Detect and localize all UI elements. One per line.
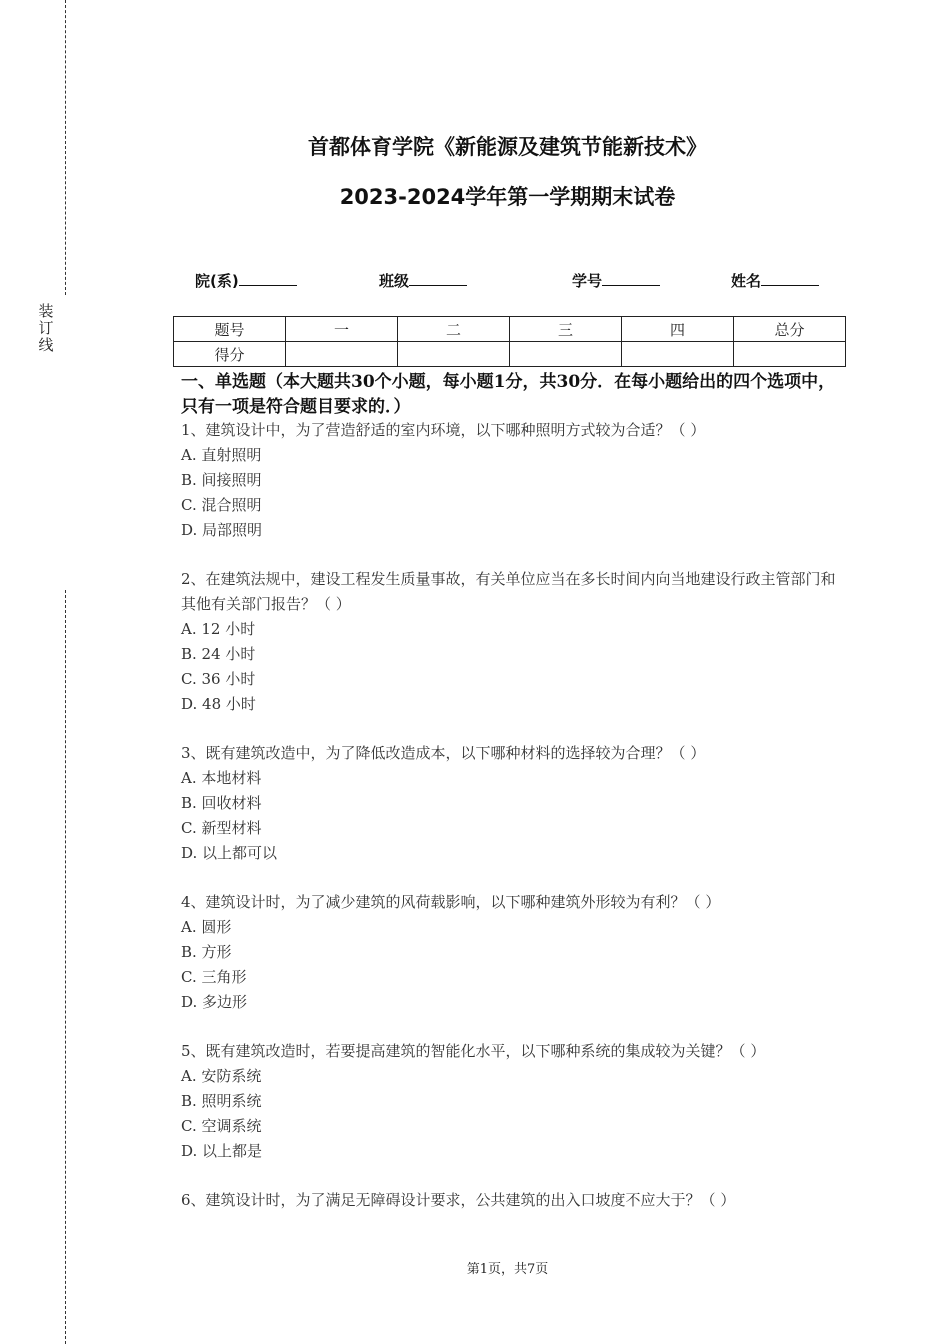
score-cell [286, 342, 398, 367]
question-list [181, 418, 846, 1213]
question-text: 3、既有建筑改造中，为了降低改造成本，以下哪种材料的选择较为合理？（ ） [181, 744, 706, 762]
question-6 [181, 1188, 846, 1213]
option: B. 方形 [181, 943, 232, 961]
option: A. 本地材料 [181, 769, 262, 787]
option: D. 48 小时 [181, 695, 256, 713]
class-blank [409, 271, 467, 286]
score-row-label: 得分 [174, 342, 286, 367]
option: A. 圆形 [181, 918, 232, 936]
option: B. 照明系统 [181, 1092, 262, 1110]
class-field [379, 270, 467, 291]
binding-char: 线 [38, 336, 54, 354]
option: A. 直射照明 [181, 446, 262, 464]
option: D. 以上都是 [181, 1142, 263, 1160]
option: D. 多边形 [181, 993, 248, 1011]
question-text: 1、建筑设计中，为了营造舒适的室内环境，以下哪种照明方式较为合适？（ ） [181, 421, 706, 439]
question-3 [181, 741, 846, 866]
score-table-header-row [174, 317, 846, 342]
page-footer: 第1页，共7页 [466, 1262, 549, 1277]
name-blank [761, 271, 819, 286]
binding-char: 装 [38, 302, 54, 320]
score-header-cell: 四 [622, 317, 734, 342]
score-table [173, 316, 846, 367]
option: D. 局部照明 [181, 521, 263, 539]
binding-char: 订 [38, 319, 54, 337]
section-heading: 一、单选题（本大题共30个小题，每小题1分，共30分．在每小题给出的四个选项中，只有一项是符合题目要求的．） [181, 372, 836, 417]
exam-subtitle: 2023-2024学年第一学期期末试卷 [339, 185, 676, 209]
question-4 [181, 890, 846, 1015]
score-cell [398, 342, 510, 367]
score-cell [734, 342, 846, 367]
exam-title: 首都体育学院《新能源及建筑节能新技术》 [308, 135, 707, 159]
student-id-label: 学号 [572, 272, 603, 290]
question-text: 6、建筑设计时，为了满足无障碍设计要求，公共建筑的出入口坡度不应大于？（ ） [181, 1191, 736, 1209]
dept-field [195, 270, 297, 291]
dept-blank [239, 271, 297, 286]
score-cell [510, 342, 622, 367]
binding-label [37, 303, 55, 354]
option: A. 12 小时 [181, 620, 256, 638]
binding-line-bottom [65, 590, 66, 1344]
option: A. 安防系统 [181, 1067, 262, 1085]
question-text: 2、在建筑法规中，建设工程发生质量事故，有关单位应当在多长时间内向当地建设行政主管部门和其他有关部门报告？（ ） [181, 570, 836, 613]
student-id-blank [602, 271, 660, 286]
option: C. 新型材料 [181, 819, 262, 837]
question-text: 5、既有建筑改造时，若要提高建筑的智能化水平，以下哪种系统的集成较为关键？（ ） [181, 1042, 766, 1060]
score-header-cell: 三 [510, 317, 622, 342]
score-header-cell: 一 [286, 317, 398, 342]
score-header-cell: 二 [398, 317, 510, 342]
name-field [731, 270, 819, 291]
option: D. 以上都可以 [181, 844, 278, 862]
score-header-cell: 总分 [734, 317, 846, 342]
question-2 [181, 567, 846, 717]
question-text: 4、建筑设计时，为了减少建筑的风荷载影响，以下哪种建筑外形较为有利？（ ） [181, 893, 721, 911]
score-cell [622, 342, 734, 367]
class-label: 班级 [379, 272, 410, 290]
option: C. 空调系统 [181, 1117, 262, 1135]
name-label: 姓名 [731, 272, 762, 290]
option: C. 三角形 [181, 968, 247, 986]
option: C. 36 小时 [181, 670, 256, 688]
option: B. 间接照明 [181, 471, 262, 489]
question-5 [181, 1039, 846, 1164]
option: C. 混合照明 [181, 496, 262, 514]
dept-label: 院(系) [195, 272, 239, 290]
option: B. 24 小时 [181, 645, 256, 663]
student-id-field [572, 270, 660, 291]
score-table-score-row [174, 342, 846, 367]
score-header-cell: 题号 [174, 317, 286, 342]
option: B. 回收材料 [181, 794, 262, 812]
question-1 [181, 418, 846, 543]
